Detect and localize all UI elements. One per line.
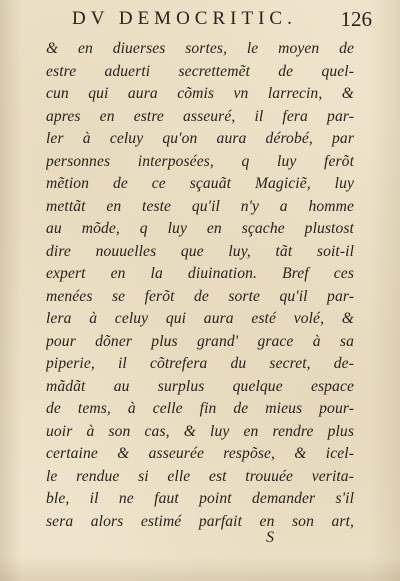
text-line: apres en estre asseuré, il fera par- — [46, 107, 354, 125]
text-line: mãdãt au surplus quelque espace — [46, 377, 354, 395]
text-line: lera à celuy qui aura esté volé, & — [46, 310, 354, 327]
text-line: ler à celuy qu'on aura dérobé, par — [46, 130, 354, 147]
text-line: mettãt en teste qu'il n'y a homme — [46, 197, 354, 215]
text-line: le rendue si elle est trouuée verita- — [46, 467, 354, 485]
running-head — [72, 8, 372, 30]
text-line: expert en la diuination. Bref ces — [46, 265, 354, 282]
text-line: pour dõner plus grand' grace à sa — [46, 332, 354, 350]
text-line: ble, il ne faut point demander s'il — [46, 490, 354, 507]
text-line: estre aduerti secrettemẽt de quel- — [46, 62, 354, 80]
text-line: & en diuerses sortes, le moyen de — [46, 40, 354, 57]
text-line: uoir à son cas, & luy en rendre plus — [46, 422, 354, 440]
catchword: S — [266, 529, 274, 546]
text-line: cun qui aura cõmis vn larrecin, & — [46, 85, 354, 102]
body-text — [46, 38, 354, 533]
text-line: mẽtion de ce sçauãt Magiciẽ, luy — [46, 175, 354, 192]
text-line: dire nouuelles que luy, tãt soit-il — [46, 242, 354, 260]
text-line: de tems, à celle fin de mieus pour- — [46, 400, 354, 417]
running-title: DV DEMOCRITIC. — [72, 8, 297, 29]
text-line: piperie, il cõtrefera du secret, de- — [46, 355, 354, 372]
text-line: certaine & asseurée respõse, & icel- — [46, 445, 354, 462]
text-line: personnes interposées, q luy ferõt — [46, 152, 354, 170]
page-number: 126 — [340, 7, 372, 31]
text-line: menées se ferõt de sorte qu'il par- — [46, 287, 354, 305]
text-line: sera alors estimé parfait en son art, — [46, 512, 354, 530]
text-line: au mõde, q luy en sçache plustost — [46, 220, 354, 237]
